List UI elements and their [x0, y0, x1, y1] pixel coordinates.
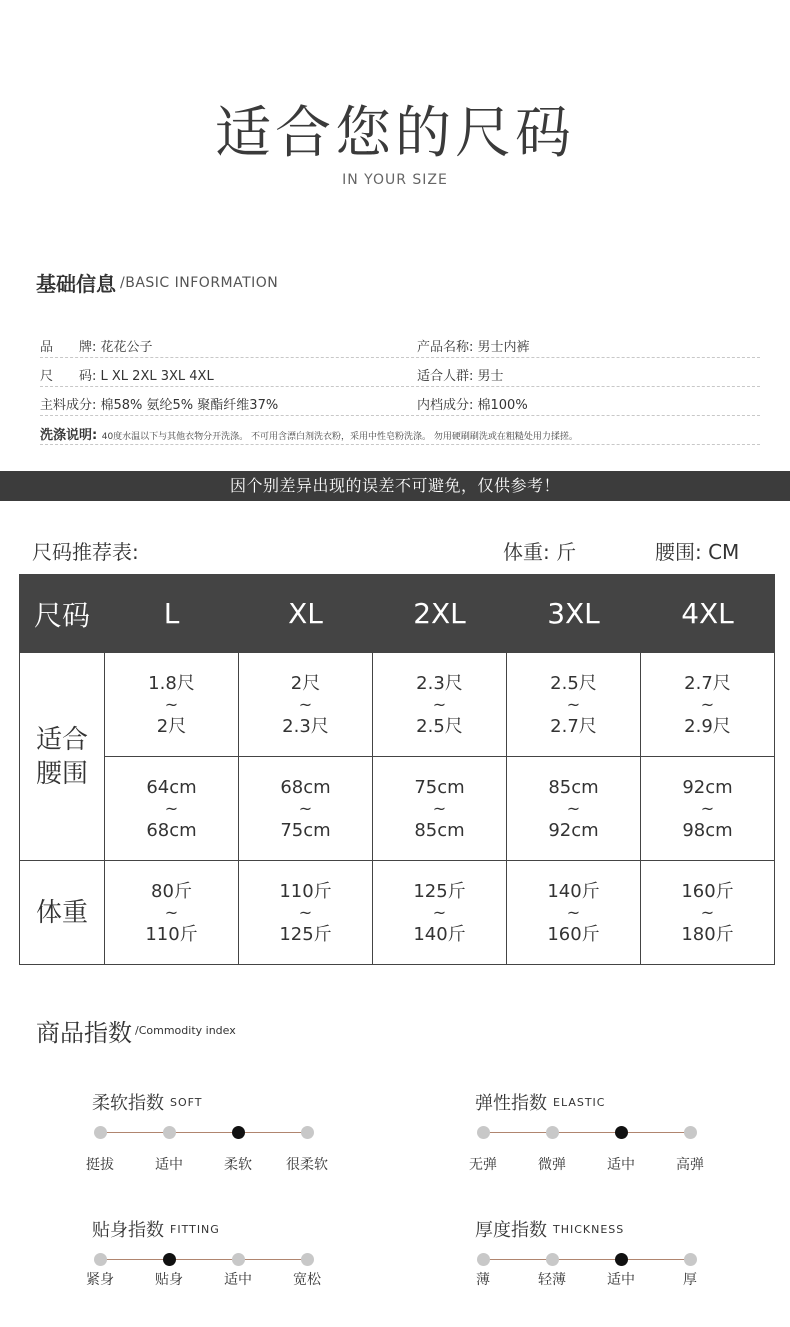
table-cell: 2.7尺 ~ 2.9尺 — [641, 653, 775, 757]
metric-title — [475, 1216, 624, 1242]
metric-level-label: 薄 — [476, 1272, 490, 1288]
weight-row-label: 体重 — [20, 861, 105, 965]
page-subtitle: IN YOUR SIZE — [342, 172, 448, 188]
metric-level-label: 挺拔 — [86, 1157, 114, 1173]
wash-instructions — [40, 424, 578, 443]
info-row-size — [40, 358, 760, 387]
metric-dot-selected — [615, 1253, 628, 1266]
table-cell: 160斤 ~ 180斤 — [641, 861, 775, 965]
commodity-heading-cn: 商品指数 — [36, 1019, 132, 1047]
metric-level-label: 高弹 — [676, 1157, 704, 1173]
basic-info-heading-cn: 基础信息 — [36, 272, 116, 296]
table-cell: 2.3尺 ~ 2.5尺 — [373, 653, 507, 757]
metric-dot — [684, 1253, 697, 1266]
metric-title-cn: 贴身指数 — [92, 1220, 164, 1241]
audience-text: 适合人群: 男士 — [417, 369, 504, 384]
basic-info-heading — [36, 268, 278, 297]
metric-title-en: THICKNESS — [553, 1222, 625, 1236]
commodity-heading-en: /Commodity index — [135, 1024, 236, 1037]
metric-level-label: 适中 — [224, 1272, 252, 1288]
metric-level-label: 无弹 — [469, 1157, 497, 1173]
table-header-3xl: 3XL — [507, 575, 641, 653]
table-cell: 2.5尺 ~ 2.7尺 — [507, 653, 641, 757]
metric-dot — [477, 1126, 490, 1139]
metric-soft — [86, 1089, 372, 1189]
table-cell: 140斤 ~ 160斤 — [507, 861, 641, 965]
metric-elastic — [469, 1089, 755, 1189]
info-row-brand — [40, 329, 760, 358]
metric-dot-selected — [232, 1126, 245, 1139]
table-cell: 85cm ~ 92cm — [507, 757, 641, 861]
metric-dot-selected — [163, 1253, 176, 1266]
wash-label: 洗涤说明: — [40, 428, 102, 443]
metric-level-label: 适中 — [155, 1157, 183, 1173]
metric-level-label: 适中 — [607, 1157, 635, 1173]
metric-track-line — [483, 1259, 690, 1260]
metric-dot — [301, 1253, 314, 1266]
material-text: 主料成分: 棉58% 氨纶5% 聚酯纤维37% — [40, 398, 279, 413]
product-name-text: 产品名称: 男士内裤 — [417, 340, 530, 355]
table-row-waist-cm — [20, 757, 775, 861]
table-header-4xl: 4XL — [641, 575, 775, 653]
metric-dot — [163, 1126, 176, 1139]
table-cell: 64cm ~ 68cm — [105, 757, 239, 861]
metric-level-label: 微弹 — [538, 1157, 566, 1173]
page-title: 适合您的尺码 — [215, 101, 575, 166]
table-header-xl: XL — [239, 575, 373, 653]
metric-title-cn: 弹性指数 — [475, 1093, 547, 1114]
metric-title — [92, 1216, 220, 1242]
table-cell: 75cm ~ 85cm — [373, 757, 507, 861]
table-cell: 80斤 ~ 110斤 — [105, 861, 239, 965]
waist-row-label: 适合 腰围 — [20, 653, 105, 861]
metric-dot — [94, 1253, 107, 1266]
table-header-l: L — [105, 575, 239, 653]
metric-track-line — [483, 1132, 690, 1133]
brand-text: 品 牌: 花花公子 — [40, 340, 153, 355]
metric-thickness — [475, 1216, 755, 1316]
table-header-2xl: 2XL — [373, 575, 507, 653]
metric-dot — [684, 1126, 697, 1139]
table-cell: 125斤 ~ 140斤 — [373, 861, 507, 965]
metric-dot — [232, 1253, 245, 1266]
metric-level-label: 紧身 — [86, 1272, 114, 1288]
table-cell: 2尺 ~ 2.3尺 — [239, 653, 373, 757]
metric-title-cn: 柔软指数 — [92, 1093, 164, 1114]
metric-level-label: 宽松 — [293, 1272, 321, 1288]
waist-unit-label: 腰围: CM — [655, 540, 740, 564]
crotch-text: 内档成分: 棉100% — [417, 398, 528, 413]
metric-level-label: 柔软 — [224, 1157, 252, 1173]
size-chart-label: 尺码推荐表: — [32, 540, 139, 564]
metric-title-en: SOFT — [170, 1095, 203, 1109]
table-header-size: 尺码 — [20, 575, 105, 653]
metric-title-cn: 厚度指数 — [475, 1220, 547, 1241]
metric-fitting — [86, 1216, 372, 1316]
wash-text: 40度水温以下与其他衣物分开洗涤。 不可用含漂白剂洗衣粉，采用中性皂粉洗涤。 勿用硬刷刷洗或在粗糙处用力揉搓。 — [101, 432, 578, 442]
table-row-waist-chi — [20, 653, 775, 757]
metric-level-label: 很柔软 — [286, 1157, 328, 1173]
metric-level-label: 适中 — [607, 1272, 635, 1288]
metric-title-en: FITTING — [170, 1222, 220, 1236]
info-row-wash — [40, 416, 760, 445]
metric-dot — [301, 1126, 314, 1139]
size-text: 尺 码: L XL 2XL 3XL 4XL — [40, 369, 214, 384]
metric-dot — [94, 1126, 107, 1139]
metric-level-label: 厚 — [683, 1272, 697, 1288]
metric-dot-selected — [615, 1126, 628, 1139]
metric-title — [475, 1089, 605, 1115]
metric-title — [92, 1089, 203, 1115]
metric-level-label: 贴身 — [155, 1272, 183, 1288]
disclaimer-banner: 因个别差异出现的误差不可避免，仅供参考！ — [0, 471, 790, 501]
size-table-header-row — [20, 575, 775, 653]
metric-level-label: 轻薄 — [538, 1272, 566, 1288]
table-cell: 68cm ~ 75cm — [239, 757, 373, 861]
metric-track-line — [100, 1132, 307, 1133]
metric-dot — [546, 1253, 559, 1266]
weight-unit-label: 体重: 斤 — [503, 540, 577, 564]
metric-track-line — [100, 1259, 307, 1260]
metric-dot — [546, 1126, 559, 1139]
table-row-weight — [20, 861, 775, 965]
info-row-material — [40, 387, 760, 416]
basic-info-heading-en: /BASIC INFORMATION — [120, 274, 279, 291]
metric-dot — [477, 1253, 490, 1266]
table-cell: 92cm ~ 98cm — [641, 757, 775, 861]
size-table — [19, 574, 775, 965]
commodity-index-heading — [36, 1013, 236, 1048]
metric-title-en: ELASTIC — [553, 1095, 606, 1109]
table-cell: 1.8尺 ~ 2尺 — [105, 653, 239, 757]
table-cell: 110斤 ~ 125斤 — [239, 861, 373, 965]
